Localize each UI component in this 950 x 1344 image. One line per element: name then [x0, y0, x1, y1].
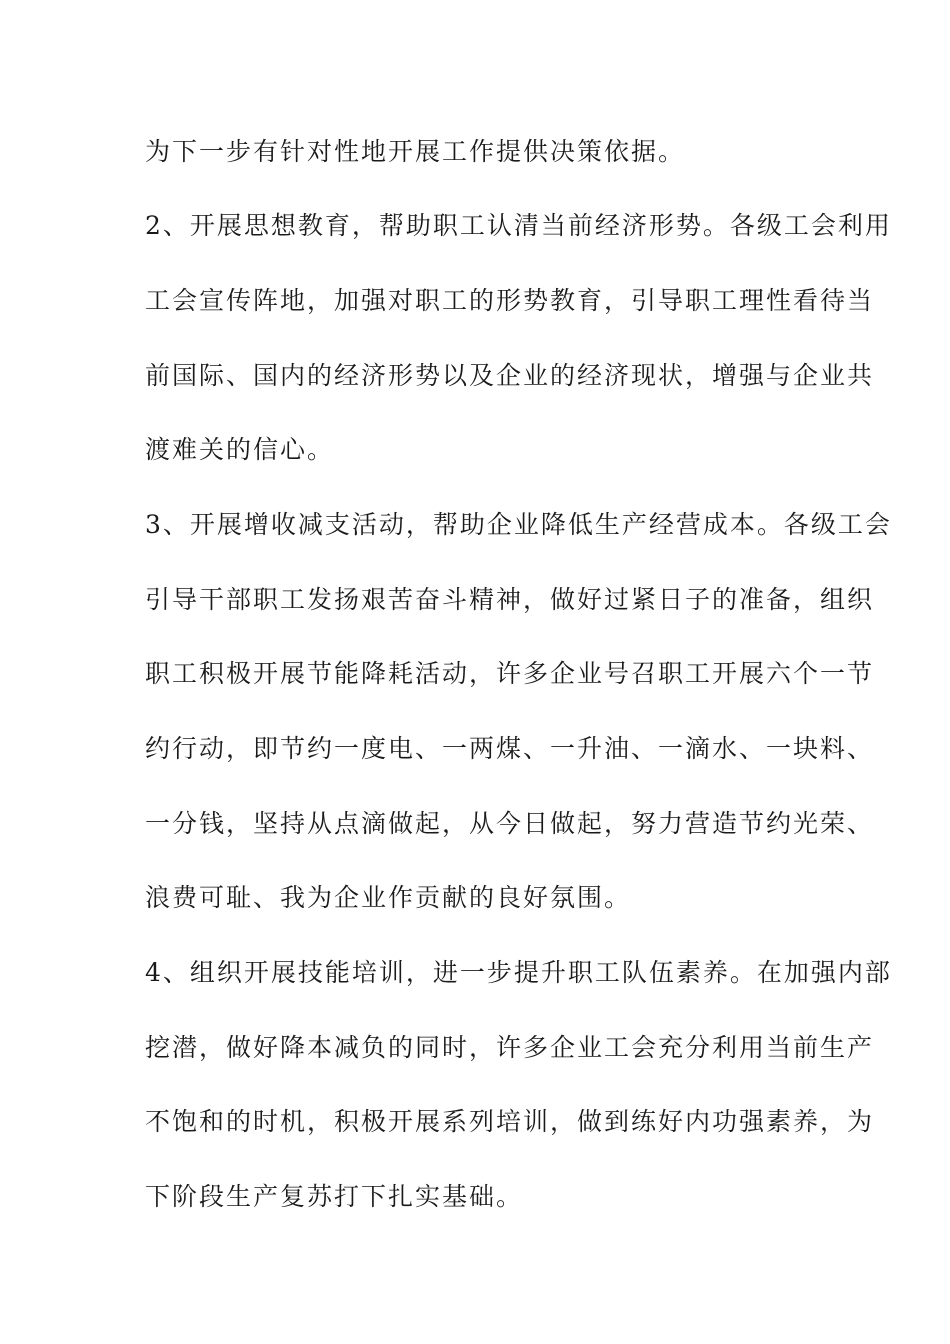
text-line: 前国际、国内的经济形势以及企业的经济现状，增强与企业共	[145, 361, 875, 390]
text-line: 下阶段生产复苏打下扎实基础。	[145, 1182, 524, 1211]
text-line: 约行动，即节约一度电、一两煤、一升油、一滴水、一块料、	[145, 734, 875, 763]
text-line: 4、组织开展技能培训，进一步提升职工队伍素养。在加强内部	[145, 958, 892, 987]
text-line: 职工积极开展节能降耗活动，许多企业号召职工开展六个一节	[145, 659, 875, 688]
text-line: 为下一步有针对性地开展工作提供决策依据。	[145, 137, 686, 166]
text-line: 工会宣传阵地，加强对职工的形势教育，引导职工理性看待当	[145, 286, 875, 315]
text-line: 渡难关的信心。	[145, 435, 335, 464]
text-line: 2、开展思想教育，帮助职工认清当前经济形势。各级工会利用	[145, 211, 892, 240]
text-line: 挖潜，做好降本减负的同时，许多企业工会充分利用当前生产	[145, 1033, 875, 1062]
text-line: 不饱和的时机，积极开展系列培训，做到练好内功强素养，为	[145, 1107, 875, 1136]
text-line: 一分钱，坚持从点滴做起，从今日做起，努力营造节约光荣、	[145, 809, 875, 838]
text-line: 引导干部职工发扬艰苦奋斗精神，做好过紧日子的准备，组织	[145, 585, 875, 614]
text-line: 浪费可耻、我为企业作贡献的良好氛围。	[145, 883, 632, 912]
text-line: 3、开展增收减支活动，帮助企业降低生产经营成本。各级工会	[145, 510, 892, 539]
